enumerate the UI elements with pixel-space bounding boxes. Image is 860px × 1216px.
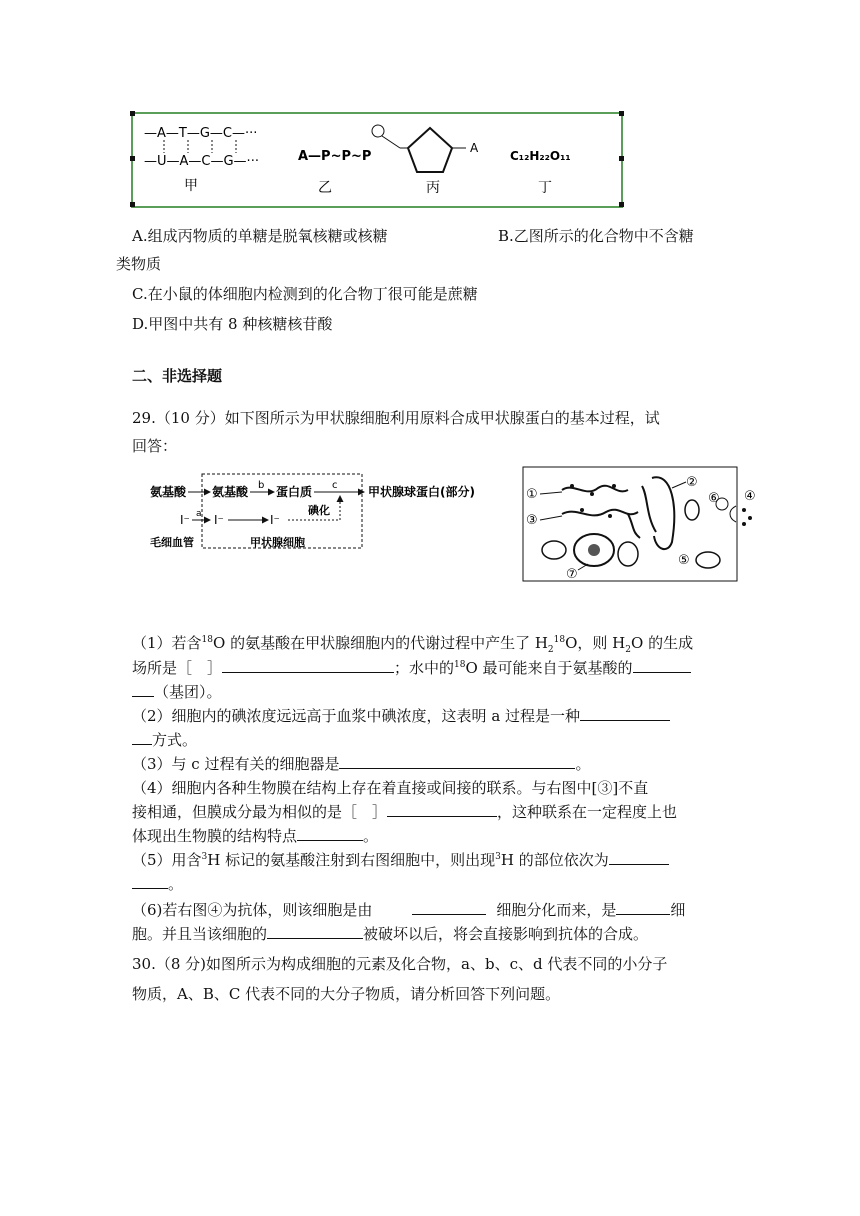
yi-formula: A—P~P~P — [298, 149, 372, 164]
flow-svg — [150, 470, 480, 560]
option-d: D.甲图中共有 8 种核糖核苷酸 — [132, 315, 333, 333]
label-yi: 乙 — [318, 180, 332, 196]
figure-1-svg — [130, 110, 626, 210]
bing-base: A — [470, 141, 479, 155]
thyroid-flow-diagram — [150, 470, 480, 560]
answer-blank-2[interactable] — [580, 706, 670, 721]
golgi — [628, 514, 640, 538]
q29-6-line2: 胞。并且当该细胞的 被破坏以后，将会直接影响到抗体的合成。 — [132, 925, 649, 943]
iodide-blood: I⁻ — [180, 513, 190, 527]
q29-intro-line1: 29.（10 分）如下图所示为甲状腺细胞利用原料合成甲状腺蛋白的基本过程，试 — [132, 409, 660, 427]
cell-label-3: ③ — [526, 513, 538, 528]
q29-4-line2: 接相通，但膜成分最为相似的是［ ］ ，这种联系在一定程度上也 — [132, 803, 678, 821]
q29-1-line1: （1）若含$^{18}$O 的氨基酸在甲状腺细胞内的代谢过程中产生了 $H_2^{18}O$，则 $H_2O$ 的生成 — [132, 634, 694, 655]
label-ding: 丁 — [538, 180, 552, 196]
section-heading: 二、非选择题 — [132, 367, 223, 385]
amino-acid-cell: 氨基酸 — [212, 485, 249, 499]
cell-svg — [522, 466, 760, 586]
cell-membrane — [523, 467, 737, 581]
answer-blank-5[interactable] — [609, 850, 669, 865]
cell-label-1: ① — [526, 487, 538, 502]
label-bing: 丙 — [426, 180, 440, 196]
cell-structure-diagram — [522, 466, 760, 586]
option-a: A.组成丙物质的单糖是脱氧核糖或核糖 — [132, 227, 388, 245]
figure-nucleic-acid-compounds — [130, 110, 626, 210]
answer-blank-3[interactable] — [339, 754, 575, 769]
cell-label-2: ② — [686, 475, 698, 490]
mitochondrion — [542, 541, 566, 559]
iodide-cell: I⁻ — [214, 513, 224, 527]
answer-blank-6a[interactable] — [412, 900, 486, 915]
protein: 蛋白质 — [276, 485, 313, 499]
q29-1-line3: （基团）。 — [132, 682, 222, 702]
q29-4-line1: （4）细胞内各种生物膜在结构上存在着直接或间接的联系。与右图中[③]不直 — [132, 779, 649, 797]
answer-blank-1a[interactable] — [222, 658, 394, 673]
answer-blank-1b[interactable] — [633, 658, 691, 673]
cell-label-5: ⑤ — [678, 553, 690, 568]
label-c: c — [332, 480, 338, 491]
q29-1-line2: 场所是［ ］ ；水中的$^{18}$O 最可能来自于氨基酸的 — [132, 658, 691, 678]
thyroid-cell: 甲状腺细胞 — [250, 536, 305, 549]
iodide-product: I⁻ — [270, 513, 280, 527]
q29-5-line2: 。 — [132, 874, 183, 894]
cell-label-6: ⑥ — [708, 491, 720, 506]
exocytosis — [730, 506, 736, 522]
amino-acid-blood: 氨基酸 — [150, 485, 187, 499]
q29-intro-line2: 回答： — [132, 437, 178, 455]
answer-blank-6c[interactable] — [267, 924, 363, 939]
option-c: C.在小鼠的体细胞内检测到的化合物丁很可能是蔗糖 — [132, 285, 478, 303]
q29-4-line3: 体现出生物膜的结构特点 。 — [132, 827, 379, 845]
cell-label-7: ⑦ — [566, 567, 578, 582]
option-b-continued: 类物质 — [116, 255, 162, 273]
capillary: 毛细血管 — [150, 536, 194, 549]
label-b: b — [258, 480, 265, 491]
q29-2-line2: 方式。 — [132, 730, 197, 750]
q29-3: （3）与 c 过程有关的细胞器是 。 — [132, 755, 591, 773]
answer-blank-4b[interactable] — [297, 826, 363, 841]
q29-6-line1: （6)若右图④为抗体，则该细胞是由 细胞分化而来，是 细 — [132, 901, 686, 919]
q29-2-line1: （2）细胞内的碘浓度远远高于血浆中碘浓度，这表明 a 过程是一种 — [132, 706, 670, 726]
ding-formula: C₁₂H₂₂O₁₁ — [510, 149, 571, 163]
cell-label-4: ④ — [744, 489, 756, 504]
iodination: 碘化 — [308, 504, 330, 517]
jia-top-strand: —A—T—G—C—··· — [144, 126, 258, 141]
answer-blank-4a[interactable] — [387, 802, 497, 817]
option-b: B.乙图所示的化合物中不含糖 — [498, 227, 694, 245]
q29-5-line1: （5）用含$^3$H 标记的氨基酸注射到右图细胞中，则出现$^3$H 的部位依次为 — [132, 850, 669, 870]
label-a: a — [196, 509, 202, 519]
q30-line1: 30.（8 分)如图所示为构成细胞的元素及化合物，a、b、c、d 代表不同的小分子 — [132, 955, 668, 973]
jia-bottom-strand: —U—A—C—G—··· — [144, 154, 259, 169]
q30-line2: 物质，A、B、C 代表不同的大分子物质，请分析回答下列问题。 — [132, 985, 561, 1003]
label-jia: 甲 — [184, 178, 198, 194]
answer-blank-6b[interactable] — [616, 900, 670, 915]
thyroglobulin: 甲状腺球蛋白(部分) — [368, 485, 475, 499]
